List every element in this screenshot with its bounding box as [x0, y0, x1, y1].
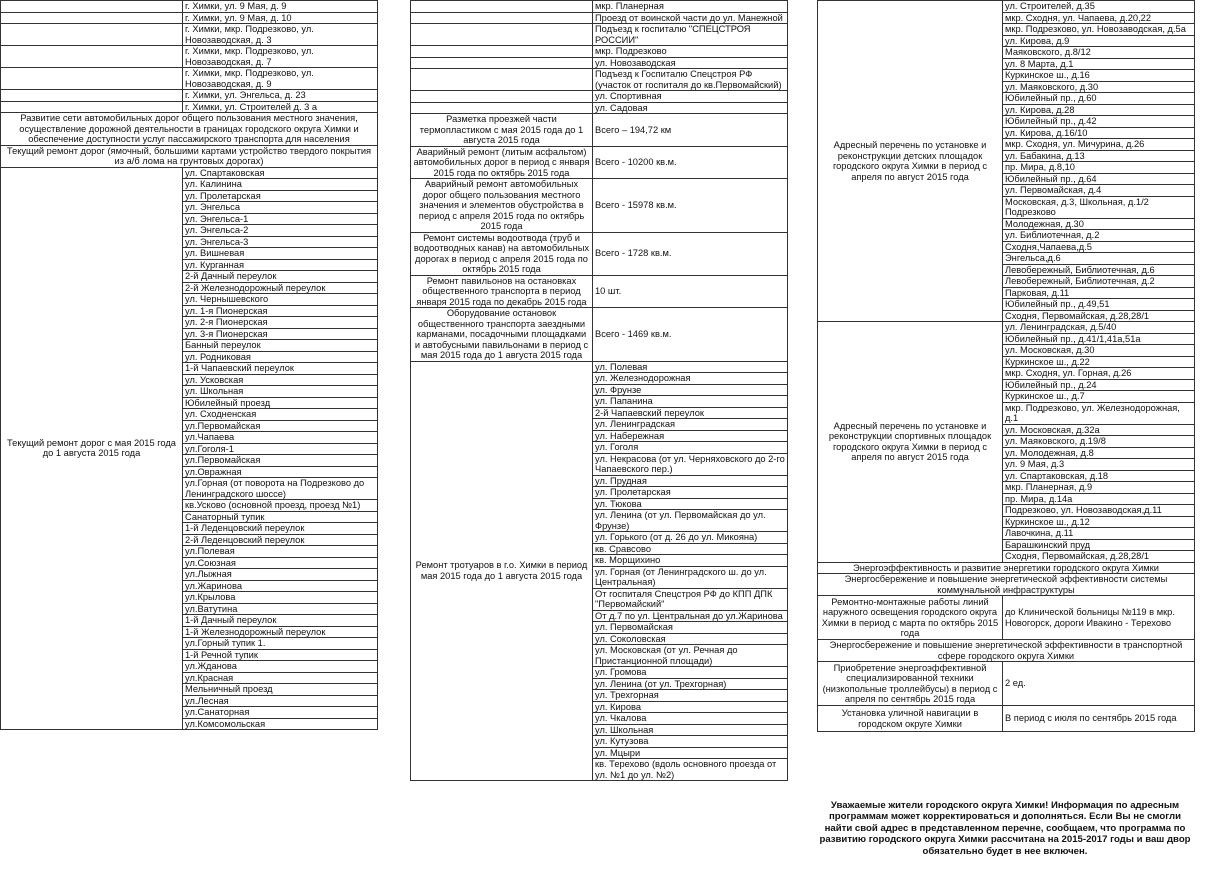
address-cell: Подъезд к Госпиталю Спецстроя РФ (участок от госпиталя до кв.Первомайский) — [593, 69, 788, 91]
address-cell: ул. Строителей, д.35 — [1003, 1, 1195, 13]
street-cell: ул.Первомайская — [183, 455, 378, 467]
street-cell: ул.Горный тупик 1. — [183, 638, 378, 650]
work-label: Разметка проезжей части термопластиком с мая 2015 года до 1 августа 2015 года — [411, 114, 593, 147]
work-row — [411, 146, 788, 179]
street-cell: ул.Крылова — [183, 592, 378, 604]
table-row — [1, 1, 378, 13]
light-repair-label: Ремонтно-монтажные работы линий наружного освещения городского округа Химки в период с марта по октябрь 2015 года — [818, 596, 1003, 640]
sidewalk-label: Ремонт тротуаров в г.о. Химки в период мая 2015 года до 1 августа 2015 года — [411, 361, 593, 781]
address-cell: Барашкинский пруд — [1003, 539, 1195, 551]
street-cell: ул.Союзная — [183, 557, 378, 569]
street-cell: ул. Громова — [593, 667, 788, 679]
empty-cell — [1, 24, 183, 46]
street-cell: ул. 2-я Пионерская — [183, 317, 378, 329]
street-cell: Санаторный тупик — [183, 511, 378, 523]
street-cell: ул. Горького (от д. 26 до ул. Микояна) — [593, 532, 788, 544]
street-cell: 2-й Железнодорожный переулок — [183, 282, 378, 294]
empty-cell — [1, 12, 183, 24]
address-cell: Маяковского, д.8/12 — [1003, 47, 1195, 59]
address-cell: ул. Спортивная — [593, 91, 788, 103]
address-cell: ул. Молодежная, д.8 — [1003, 447, 1195, 459]
column-1 — [0, 0, 378, 730]
table-row — [411, 102, 788, 114]
section-roads: Развитие сети автомобильных дорог общего пользования местного значения, осуществление дорожной деятельности в границах городского округа Химки и обеспечение доступности услуг пассажирского транспорта для населения — [1, 113, 378, 146]
table-row — [1, 12, 378, 24]
table-col2 — [410, 0, 788, 781]
address-cell: ул. Московская, д.30 — [1003, 345, 1195, 357]
table-row — [411, 12, 788, 24]
street-cell: ул. Мцыри — [593, 747, 788, 759]
address-cell: мкр. Подрезково, ул. Новозаводская, д.5а — [1003, 24, 1195, 36]
empty-cell — [411, 102, 593, 114]
address-cell: ул. Кирова, д.9 — [1003, 35, 1195, 47]
street-cell: ул. Ленинградская — [593, 419, 788, 431]
address-cell: мкр. Сходня, ул. Чапаева, д.20,22 — [1003, 12, 1195, 24]
street-cell: ул. Прудная — [593, 475, 788, 487]
address-cell: ул. Садовая — [593, 102, 788, 114]
address-cell: Молодежная, д.30 — [1003, 218, 1195, 230]
work-row — [411, 179, 788, 233]
address-cell: г. Химки, ул. 9 Мая, д. 9 — [183, 1, 378, 13]
table-row — [411, 57, 788, 69]
address-cell: Юбилейный пр., д.60 — [1003, 93, 1195, 105]
address-cell: г. Химки, ул. Строителей д. 3 а — [183, 101, 378, 113]
street-cell: кв. Сравсово — [593, 543, 788, 555]
address-cell: Куркинское ш., д.7 — [1003, 391, 1195, 403]
address-cell: Подрезково, ул. Новозаводская,д.11 — [1003, 505, 1195, 517]
column-2 — [410, 0, 788, 781]
street-cell: ул. Энгельса-2 — [183, 225, 378, 237]
address-cell: Юбилейный пр., д.42 — [1003, 116, 1195, 128]
children-label: Адресный перечень по установке и реконструкции детских площадок городского округа Химки в период с апреля по август 2015 года — [818, 1, 1003, 322]
address-cell: ул. Маяковского, д.19/8 — [1003, 436, 1195, 448]
empty-cell — [1, 1, 183, 13]
work-value: Всего - 10200 кв.м. — [593, 146, 788, 179]
street-cell: 1-й Дачный переулок — [183, 615, 378, 627]
empty-cell — [1, 46, 183, 68]
repair-label: Текущий ремонт дорог с мая 2015 года до 1 августа 2015 года — [1, 167, 183, 730]
street-cell: ул.Первомайская — [183, 420, 378, 432]
table-row — [411, 24, 788, 46]
nav-value: В период с июля по сентябрь 2015 года — [1003, 706, 1195, 732]
work-row — [411, 275, 788, 308]
street-cell: ул. Соколовская — [593, 633, 788, 645]
street-cell: Банный переулок — [183, 340, 378, 352]
street-cell: ул. Кирова — [593, 701, 788, 713]
street-cell: 1-й Речной тупик — [183, 649, 378, 661]
street-cell: ул. Усковская — [183, 374, 378, 386]
address-cell: мкр. Планерная, д.9 — [1003, 482, 1195, 494]
street-cell: ул. Пролетарская — [183, 190, 378, 202]
street-cell: От госпиталя Спецстроя РФ до КПП ДПК "Первомайский" — [593, 588, 788, 610]
street-cell: ул. Трехгорная — [593, 690, 788, 702]
street-cell: 1-й Чапаевский переулок — [183, 363, 378, 375]
street-cell: ул. Московская (от ул. Речная до Пристанционной площади) — [593, 645, 788, 667]
address-cell: Энгельса,д.6 — [1003, 253, 1195, 265]
street-cell: ул. Полевая — [593, 361, 788, 373]
tech-value: 2 ед. — [1003, 662, 1195, 706]
energy-title: Энергоэффективность и развитие энергетики городского округа Химки — [818, 562, 1195, 574]
energy-sub: Энергосбережение и повышение энергетической эффективности системы коммунальной инфраструктуры — [818, 574, 1195, 596]
address-cell: Левобережный, Библиотечная, д.2 — [1003, 276, 1195, 288]
table-row — [411, 91, 788, 103]
street-cell: ул. Сходненская — [183, 409, 378, 421]
street-cell: ул.Ватутина — [183, 603, 378, 615]
table-row — [411, 46, 788, 58]
table-row — [1, 167, 378, 179]
table-row — [411, 1, 788, 13]
address-cell: Сходня, Первомайская, д.28,28/1 — [1003, 551, 1195, 563]
street-cell: 1-й Железнодорожный переулок — [183, 626, 378, 638]
table-col1 — [0, 0, 378, 730]
street-cell: ул.Жданова — [183, 661, 378, 673]
table-row — [411, 69, 788, 91]
street-cell: ул. Школьная — [183, 386, 378, 398]
street-cell: ул. 3-я Пионерская — [183, 328, 378, 340]
street-cell: ул.Гоголя-1 — [183, 443, 378, 455]
work-label: Аварийный ремонт автомобильных дорог общего пользования местного значения и элементов обустройства в период с апреля 2015 года по октябрь 2015 года — [411, 179, 593, 233]
work-label: Ремонт системы водоотвода (труб и водоотводных канав) на автомобильных дорогах в период с апреля 2015 года по октябрь 2015 года — [411, 232, 593, 275]
column-3 — [817, 0, 1195, 732]
street-cell: 2-й Леденцовский переулок — [183, 534, 378, 546]
empty-cell — [411, 91, 593, 103]
work-value: 10 шт. — [593, 275, 788, 308]
table-row — [1, 90, 378, 102]
empty-cell — [411, 24, 593, 46]
empty-cell — [411, 1, 593, 13]
street-cell: ул. Энгельса-1 — [183, 213, 378, 225]
address-cell: ул. Кирова, д.28 — [1003, 104, 1195, 116]
address-cell: мкр. Подрезково — [593, 46, 788, 58]
street-cell: ул. Энгельса — [183, 202, 378, 214]
empty-cell — [1, 68, 183, 90]
nav-label: Установка уличной навигации в городском округе Химки — [818, 706, 1003, 732]
address-cell: ул. Первомайская, д.4 — [1003, 185, 1195, 197]
table-row — [818, 1, 1195, 13]
street-cell: ул. Кутузова — [593, 736, 788, 748]
street-cell: ул. Первомайская — [593, 622, 788, 634]
work-label: Ремонт павильонов на остановках общественного транспорта в период января 2015 года по декабрь 2015 года — [411, 275, 593, 308]
street-cell: ул.Жаринова — [183, 580, 378, 592]
empty-cell — [1, 101, 183, 113]
address-cell: мкр. Сходня, ул. Горная, д.26 — [1003, 368, 1195, 380]
transport-title: Энергосбережение и повышение энергетической эффективности в транспортной сфере городского округа Химки — [818, 640, 1195, 662]
address-cell: ул. Маяковского, д.30 — [1003, 81, 1195, 93]
address-cell: ул. Ленинградская, д.5/40 — [1003, 322, 1195, 334]
sport-label: Адресный перечень по установке и реконструкции спортивных площадок городского округа Химки в период с апреля по август 2015 года — [818, 322, 1003, 563]
address-cell: Лавочкина, д.11 — [1003, 528, 1195, 540]
address-cell: Московская, д.3, Школьная, д.1/2 Подрезково — [1003, 196, 1195, 218]
work-row — [411, 232, 788, 275]
street-cell: ул. Некрасова (от ул. Черняховского до 2-го Чапаевского пер.) — [593, 453, 788, 475]
address-cell: Парковая, д.11 — [1003, 287, 1195, 299]
empty-cell — [411, 69, 593, 91]
street-cell: ул.Полевая — [183, 546, 378, 558]
address-cell: Куркинское ш., д.22 — [1003, 356, 1195, 368]
empty-cell — [411, 12, 593, 24]
table-row — [411, 361, 788, 373]
empty-cell — [411, 46, 593, 58]
table-row — [1, 68, 378, 90]
street-cell: ул. Железнодорожная — [593, 373, 788, 385]
address-cell: Проезд от воинской части до ул. Манежной — [593, 12, 788, 24]
street-cell: Юбилейный проезд — [183, 397, 378, 409]
address-cell: Юбилейный пр., д.24 — [1003, 379, 1195, 391]
address-cell: г. Химки, мкр. Подрезково, ул. Новозаводская, д. 9 — [183, 68, 378, 90]
address-cell: Юбилейный пр., д.41/1,41а,51а — [1003, 333, 1195, 345]
street-cell: кв. Терехово (вдоль основного проезда от ул. №1 до ул. №2) — [593, 759, 788, 781]
street-cell: ул. Родниковая — [183, 351, 378, 363]
address-cell: пр. Мира, д.14а — [1003, 493, 1195, 505]
street-cell: ул. Калинина — [183, 179, 378, 191]
street-cell: Мельничный проезд — [183, 684, 378, 696]
address-cell: Подъезд к госпиталю "СПЕЦСТРОЯ РОССИИ" — [593, 24, 788, 46]
street-cell: ул. Ленина (от ул. Трехгорная) — [593, 678, 788, 690]
tech-label: Приобретение энергоэффективной специализированной техники (низкопольные троллейбусы) в период с апреля по сентябрь 2015 года — [818, 662, 1003, 706]
address-cell: Сходня,Чапаева,д.5 — [1003, 241, 1195, 253]
street-cell: ул. Ленина (от ул. Первомайская до ул. Фрунзе) — [593, 510, 788, 532]
street-cell: 2-й Чапаевский переулок — [593, 407, 788, 419]
street-cell: ул.Красная — [183, 672, 378, 684]
street-cell: ул. Папанина — [593, 396, 788, 408]
address-cell: ул. Бабакина, д.13 — [1003, 150, 1195, 162]
street-cell: ул. Фрунзе — [593, 384, 788, 396]
section-road-repair: Текущий ремонт дорог (ямочный, большими картами устройство твердого покрытия из а/б лома на грунтовых дорогах) — [1, 145, 378, 167]
street-cell: ул. Горная (от Ленинградского ш. до ул. Центральная) — [593, 566, 788, 588]
street-cell: ул.Горная (от поворота на Подрезково до Ленинградского шоссе) — [183, 478, 378, 500]
work-label: Аварийный ремонт (литым асфальтом) автомобильных дорог в период с января 2015 года по октябрь 2015 года — [411, 146, 593, 179]
work-label: Оборудование остановок общественного транспорта заездными карманами, посадочными площадками и автобусными павильонами в период с мая 2015 года до 1 августа 2015 года — [411, 308, 593, 362]
address-cell: Сходня, Первомайская, д.28,28/1 — [1003, 310, 1195, 322]
street-cell: кв.Усково (основной проезд, проезд №1) — [183, 500, 378, 512]
street-cell: ул.Овражная — [183, 466, 378, 478]
street-cell: 1-й Леденцовский переулок — [183, 523, 378, 535]
street-cell: ул. Энгельса-3 — [183, 236, 378, 248]
table-row — [1, 24, 378, 46]
street-cell: ул. Гоголя — [593, 442, 788, 454]
street-cell: ул. Тюкова — [593, 498, 788, 510]
street-cell: ул.Комсомольская — [183, 718, 378, 730]
street-cell: кв. Морщихино — [593, 555, 788, 567]
street-cell: ул. Набережная — [593, 430, 788, 442]
light-repair-value: до Клинической больницы №119 в мкр. Новогорск, дороги Ивакино - Терехово — [1003, 596, 1195, 640]
address-cell: ул. Спартаковская, д.18 — [1003, 470, 1195, 482]
street-cell: ул. Курганная — [183, 259, 378, 271]
street-cell: ул. 1-я Пионерская — [183, 305, 378, 317]
table-col3 — [817, 0, 1195, 732]
street-cell: ул.Чапаева — [183, 432, 378, 444]
address-cell: Юбилейный пр., д.64 — [1003, 173, 1195, 185]
street-cell: 2-й Дачный переулок — [183, 271, 378, 283]
address-cell: г. Химки, мкр. Подрезково, ул. Новозаводская, д. 7 — [183, 46, 378, 68]
street-cell: ул.Санаторная — [183, 707, 378, 719]
work-row — [411, 114, 788, 147]
street-cell: ул. Вишневая — [183, 248, 378, 260]
address-cell: мкр. Сходня, ул. Мичурина, д.26 — [1003, 139, 1195, 151]
address-cell: ул. Кирова, д.16/10 — [1003, 127, 1195, 139]
empty-cell — [411, 57, 593, 69]
address-cell: ул. 9 Мая, д.3 — [1003, 459, 1195, 471]
address-cell: Левобережный, Библиотечная, д.6 — [1003, 264, 1195, 276]
street-cell: ул. Чернышевского — [183, 294, 378, 306]
street-cell: ул. Спартаковская — [183, 167, 378, 179]
work-value: Всего - 15978 кв.м. — [593, 179, 788, 233]
address-cell: Куркинское ш., д.16 — [1003, 70, 1195, 82]
address-cell: ул. Новозаводская — [593, 57, 788, 69]
table-row — [1, 46, 378, 68]
address-cell: пр. Мира, д.8,10 — [1003, 162, 1195, 174]
address-cell: ул. Библиотечная, д.2 — [1003, 230, 1195, 242]
address-cell: г. Химки, мкр. Подрезково, ул. Новозаводская, д. 3 — [183, 24, 378, 46]
address-cell: г. Химки, ул. Энгельса, д. 23 — [183, 90, 378, 102]
street-cell: ул. Школьная — [593, 724, 788, 736]
address-cell: Куркинское ш., д.12 — [1003, 516, 1195, 528]
street-cell: ул.Лыжная — [183, 569, 378, 581]
street-cell: ул. Чкалова — [593, 713, 788, 725]
empty-cell — [1, 90, 183, 102]
street-cell: ул. Пролетарская — [593, 487, 788, 499]
notice-text: Уважаемые жители городского округа Химки! Информация по адресным программам может корректироваться и дополняться. Если Вы не смогли найти свой адрес в представленном перечне, сообщаем, что программа по развитию городского округа Химки рассчитана на 2015-2017 годы и ваш двор обязательно будет в нее включен. — [819, 800, 1191, 857]
work-value: Всего - 1469 кв.м. — [593, 308, 788, 362]
address-cell: мкр. Подрезково, ул. Железнодорожная, д.1 — [1003, 402, 1195, 424]
address-cell: ул. Московская, д.32а — [1003, 424, 1195, 436]
table-row — [818, 322, 1195, 334]
address-cell: ул. 8 Марта, д.1 — [1003, 58, 1195, 70]
work-value: Всего - 1728 кв.м. — [593, 232, 788, 275]
address-cell: мкр. Планерная — [593, 1, 788, 13]
address-cell: г. Химки, ул. 9 Мая, д. 10 — [183, 12, 378, 24]
street-cell: ул.Лесная — [183, 695, 378, 707]
street-cell: От д.7 по ул. Центральная до ул.Жаринова — [593, 610, 788, 622]
address-cell: Юбилейный пр., д.49,51 — [1003, 299, 1195, 311]
work-row — [411, 308, 788, 362]
table-row — [1, 101, 378, 113]
work-value: Всего – 194,72 км — [593, 114, 788, 147]
